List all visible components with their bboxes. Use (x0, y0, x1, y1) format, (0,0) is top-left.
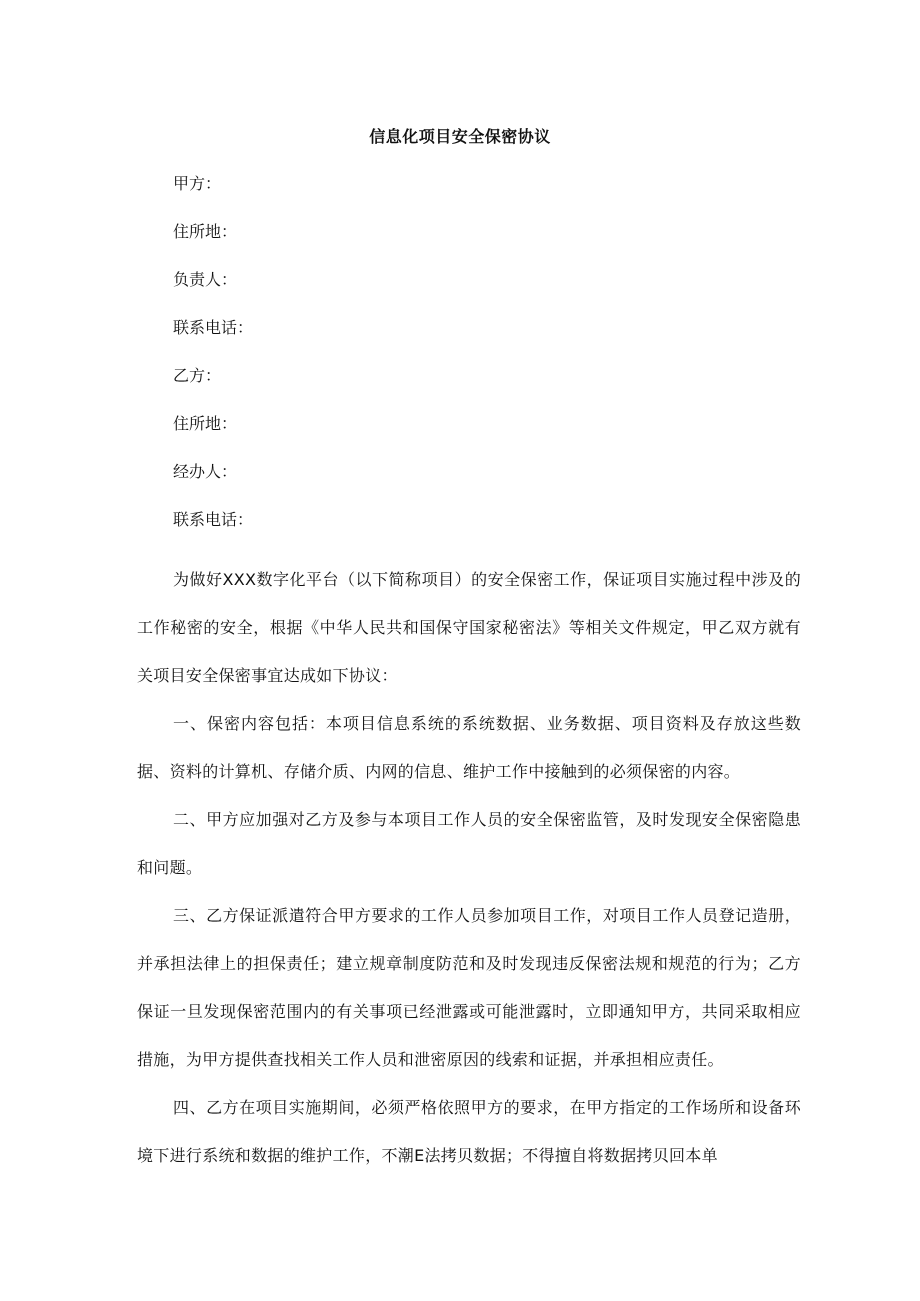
clause-3-paragraph: 三、乙方保证派遣符合甲方要求的工作人员参加项目工作，对项目工作人员登记造册，并承担法律上的担保责任；建立规章制度防范和及时发现违反保密法规和规范的行为；乙方保证一旦发现保密范围内的有关事项已经泄露或可能泄露时，立即通知甲方，共同采取相应措施，为甲方提供查找相关工作人员和泄密原因的线索和证据，并承担相应责任。 (137, 906, 801, 1069)
preamble-paragraph: 为做好XXX数字化平台（以下简称项目）的安全保密工作，保证项目实施过程中涉及的工作秘密的安全，根据《中华人民共和国保守国家秘密法》等相关文件规定，甲乙双方就有关项目安全保密事宜达成如下协议： (137, 570, 801, 685)
document-title: 信息化项目安全保密协议 (369, 127, 551, 146)
party-a-phone-field: 联系电话： (173, 318, 254, 337)
clause-4-paragraph: 四、乙方在项目实施期间，必须严格依照甲方的要求，在甲方指定的工作场所和设备环境下进行系统和数据的维护工作，不潮E法拷贝数据；不得擅自将数据拷贝回本单 (137, 1098, 801, 1165)
party-info-block (173, 172, 773, 556)
party-a-name-field: 甲方： (173, 174, 222, 193)
party-b-phone-field: 联系电话： (173, 510, 254, 529)
party-b-name-field: 乙方： (173, 366, 222, 385)
clause-1-paragraph: 一、保密内容包括：本项目信息系统的系统数据、业务数据、项目资料及存放这些数据、资料的计算机、存储介质、内网的信息、维护工作中接触到的必须保密的内容。 (137, 714, 801, 781)
party-a-responsible-field: 负责人： (173, 270, 238, 289)
agreement-body (137, 556, 801, 1180)
party-b-agent-field: 经办人： (173, 462, 238, 481)
party-a-address-field: 住所地： (173, 222, 238, 241)
clause-2-paragraph: 二、甲方应加强对乙方及参与本项目工作人员的安全保密监管，及时发现安全保密隐患和问题。 (137, 810, 801, 877)
party-b-address-field: 住所地： (173, 414, 238, 433)
